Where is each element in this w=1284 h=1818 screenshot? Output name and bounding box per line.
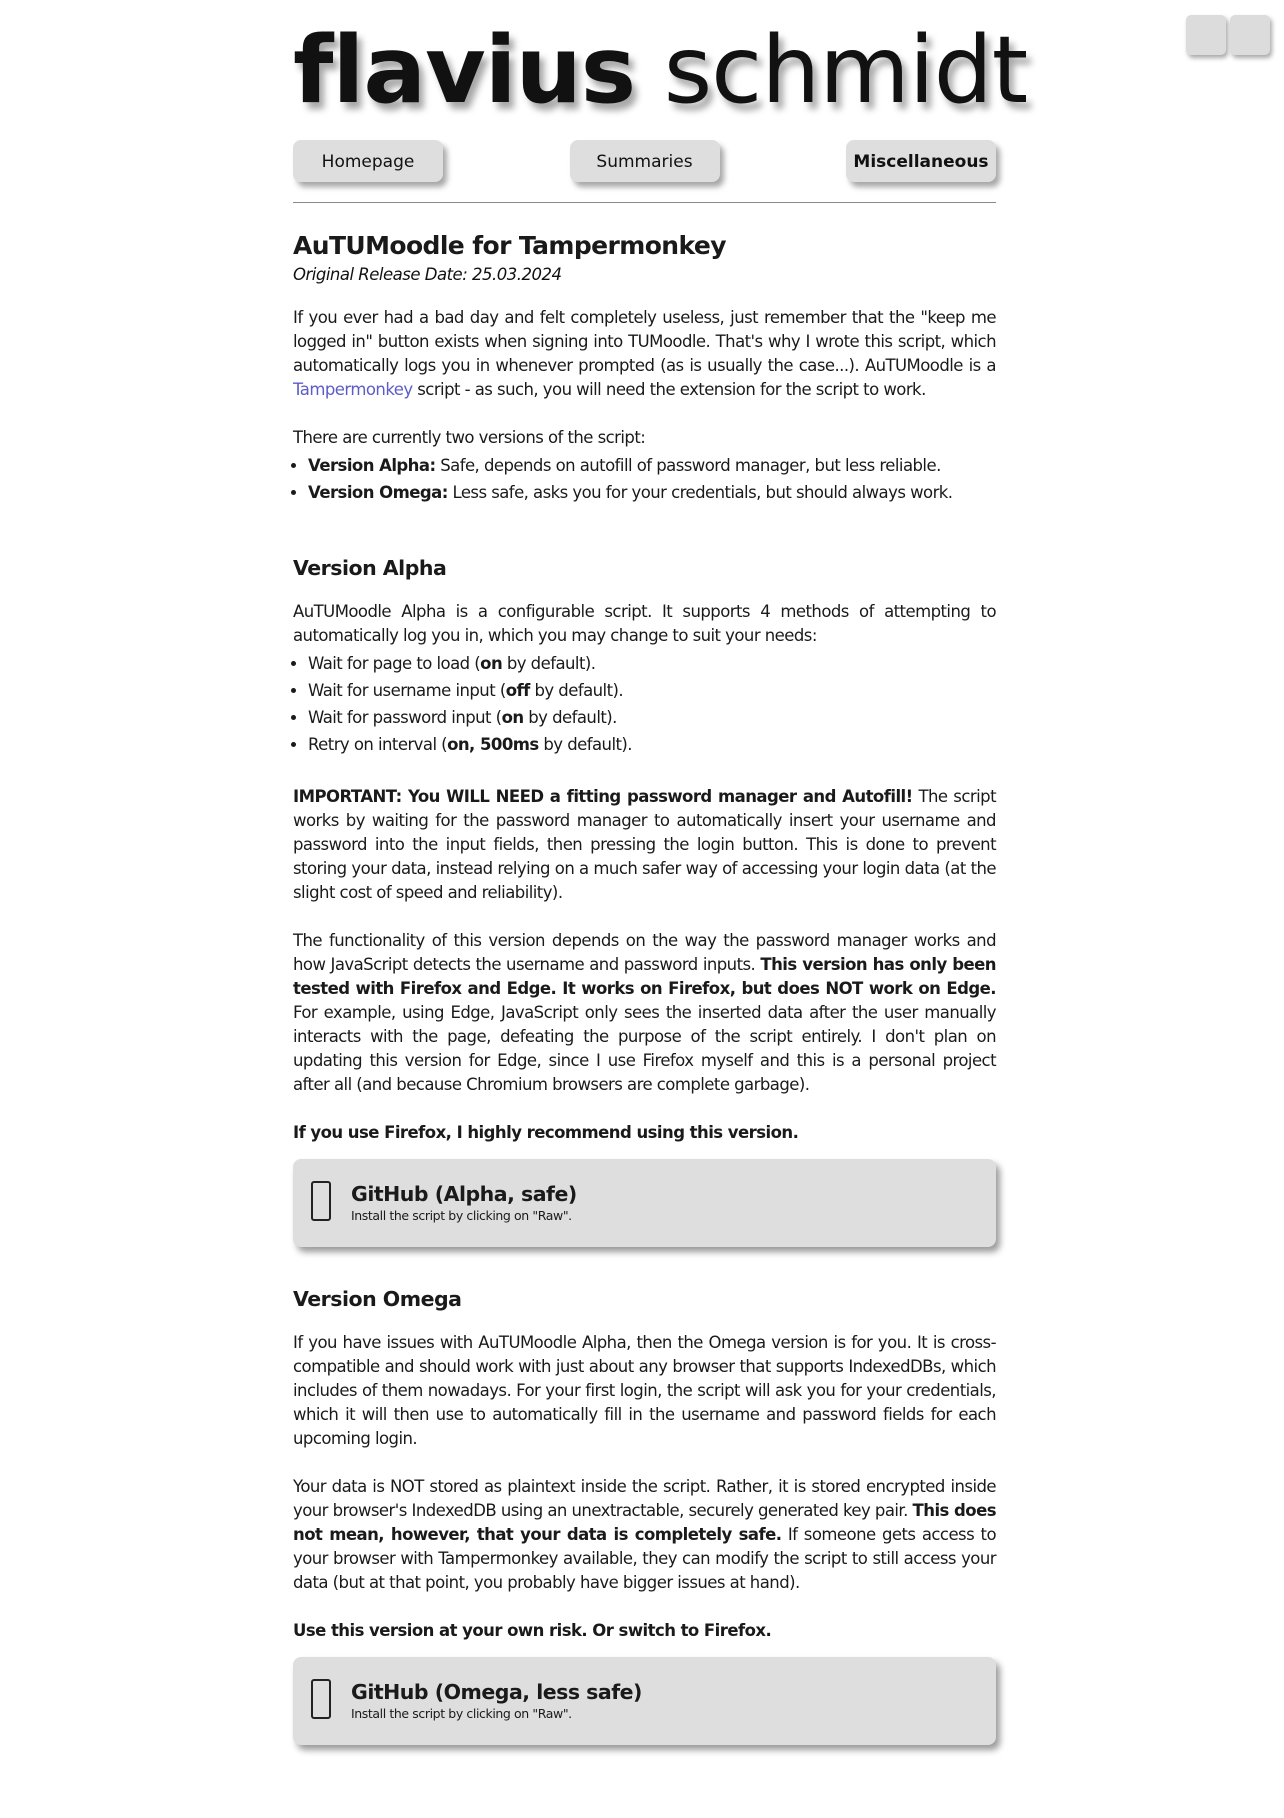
method-text: Wait for username input ( [308, 681, 506, 700]
func-text-1: The functionality of this version depends on the way the password manager works and how JavaScript detects the username and password inputs. [293, 931, 996, 974]
intro-paragraph [293, 306, 996, 402]
important-text: The script works by waiting for the password manager to automatically insert your username and password into the input fields, then pressing the login button. This is done to prevent storing your data, instead relying on a much safer way of accessing your login data (at the slight cost of speed and reliability). [293, 787, 996, 902]
top-controls [1186, 15, 1270, 55]
data-text-2: If someone gets access to your browser with Tampermonkey available, they can modify the script to still access your data (but at that point, you probably have bigger issues at hand). [293, 1525, 997, 1592]
card-title: GitHub (Omega, less safe) [351, 1680, 642, 1704]
functionality-paragraph [293, 929, 996, 1097]
list-item [308, 704, 996, 731]
method-text: by default). [523, 708, 617, 727]
list-item [308, 677, 996, 704]
intro-text-1: If you ever had a bad day and felt completely useless, just remember that the "keep me logged in" button exists when signing into TUMoodle. That's why I wrote this script, which automatically logs you in whenever prompted (as is usually the case...). AuTUMoodle is a [293, 308, 996, 375]
version-alpha-text: Safe, depends on autofill of password manager, but less reliable. [435, 456, 941, 475]
site-logo[interactable] [293, 16, 1028, 124]
method-default: on, 500ms [447, 735, 539, 754]
article-header [293, 231, 996, 260]
method-text: by default). [529, 681, 624, 700]
alpha-methods-list [293, 650, 996, 758]
page-title: AuTUMoodle for Tampermonkey [293, 231, 726, 260]
github-icon [311, 1679, 331, 1719]
nav-summaries-button[interactable]: Summaries [570, 140, 720, 182]
method-text: Retry on interval ( [308, 735, 448, 754]
list-item [308, 650, 996, 677]
data-bold: This does not mean, however, that your data is completely safe. [293, 1501, 996, 1544]
method-text: by default). [538, 735, 633, 754]
github-omega-card[interactable] [293, 1657, 996, 1745]
logo-first-name: flavius [293, 16, 636, 124]
alpha-heading: Version Alpha [293, 556, 447, 580]
github-icon [311, 1181, 331, 1221]
important-bold: IMPORTANT: You WILL NEED a fitting password manager and Autofill! [293, 787, 913, 806]
list-item [308, 479, 996, 506]
card-title: GitHub (Alpha, safe) [351, 1182, 577, 1206]
page-container [293, 0, 1028, 1745]
release-date: Original Release Date: 25.03.2024 [293, 265, 562, 284]
theme-toggle-button[interactable] [1186, 15, 1226, 55]
main-nav [293, 140, 996, 182]
omega-intro: If you have issues with AuTUMoodle Alpha, then the Omega version is for you. It is cross-compatible and should work with just about any browser that supports IndexedDBs, which includes of them nowadays. For your first login, the script will ask you for your credentials, which it will then use to automatically fill in the username and password fields for each upcoming login. [293, 1333, 996, 1448]
firefox-recommendation: If you use Firefox, I highly recommend using this version. [293, 1123, 799, 1142]
card-text [351, 1181, 577, 1225]
card-text [351, 1679, 642, 1723]
method-text: Wait for page to load ( [308, 654, 481, 673]
data-storage-paragraph [293, 1475, 996, 1595]
list-item [308, 731, 996, 758]
omega-heading: Version Omega [293, 1287, 462, 1311]
versions-list [293, 452, 996, 506]
divider [293, 202, 996, 203]
method-default: on [501, 708, 524, 727]
card-subtitle: Install the script by clicking on "Raw". [351, 1208, 572, 1223]
tampermonkey-link[interactable]: Tampermonkey [293, 380, 413, 399]
method-default: off [505, 681, 530, 700]
data-text-1: Your data is NOT stored as plaintext inside the script. Rather, it is stored encrypted inside your browser's IndexedDB using an unextractable, securely generated key pair. [293, 1477, 996, 1520]
method-text: by default). [502, 654, 596, 673]
version-omega-label: Version Omega: [308, 483, 448, 502]
func-text-2: For example, using Edge, JavaScript only sees the inserted data after the user manually interacts with the page, defeating the purpose of the script entirely. I don't plan on updating this version for Edge, since I use Firefox myself and this is a personal project after all (and because Chromium browsers are complete garbage). [293, 1003, 996, 1094]
logo-last-name: schmidt [663, 16, 1028, 124]
nav-homepage-button[interactable]: Homepage [293, 140, 443, 182]
version-omega-text: Less safe, asks you for your credentials, but should always work. [447, 483, 953, 502]
func-bold: This version has only been tested with Firefox and Edge. It works on Firefox, but does NOT work on Edge. [293, 955, 997, 998]
list-item [308, 452, 996, 479]
alpha-intro: AuTUMoodle Alpha is a configurable script. It supports 4 methods of attempting to automatically log you in, which you may change to suit your needs: [293, 602, 996, 645]
versions-intro: There are currently two versions of the script: [293, 428, 646, 447]
version-alpha-label: Version Alpha: [308, 456, 436, 475]
github-alpha-card[interactable] [293, 1159, 996, 1247]
language-toggle-button[interactable] [1230, 15, 1270, 55]
nav-miscellaneous-button[interactable]: Miscellaneous [846, 140, 996, 182]
important-paragraph [293, 785, 996, 905]
method-default: on [480, 654, 503, 673]
intro-text-2: script - as such, you will need the extension for the script to work. [412, 380, 926, 399]
method-text: Wait for password input ( [308, 708, 502, 727]
risk-warning: Use this version at your own risk. Or switch to Firefox. [293, 1621, 772, 1640]
card-subtitle: Install the script by clicking on "Raw". [351, 1706, 572, 1721]
